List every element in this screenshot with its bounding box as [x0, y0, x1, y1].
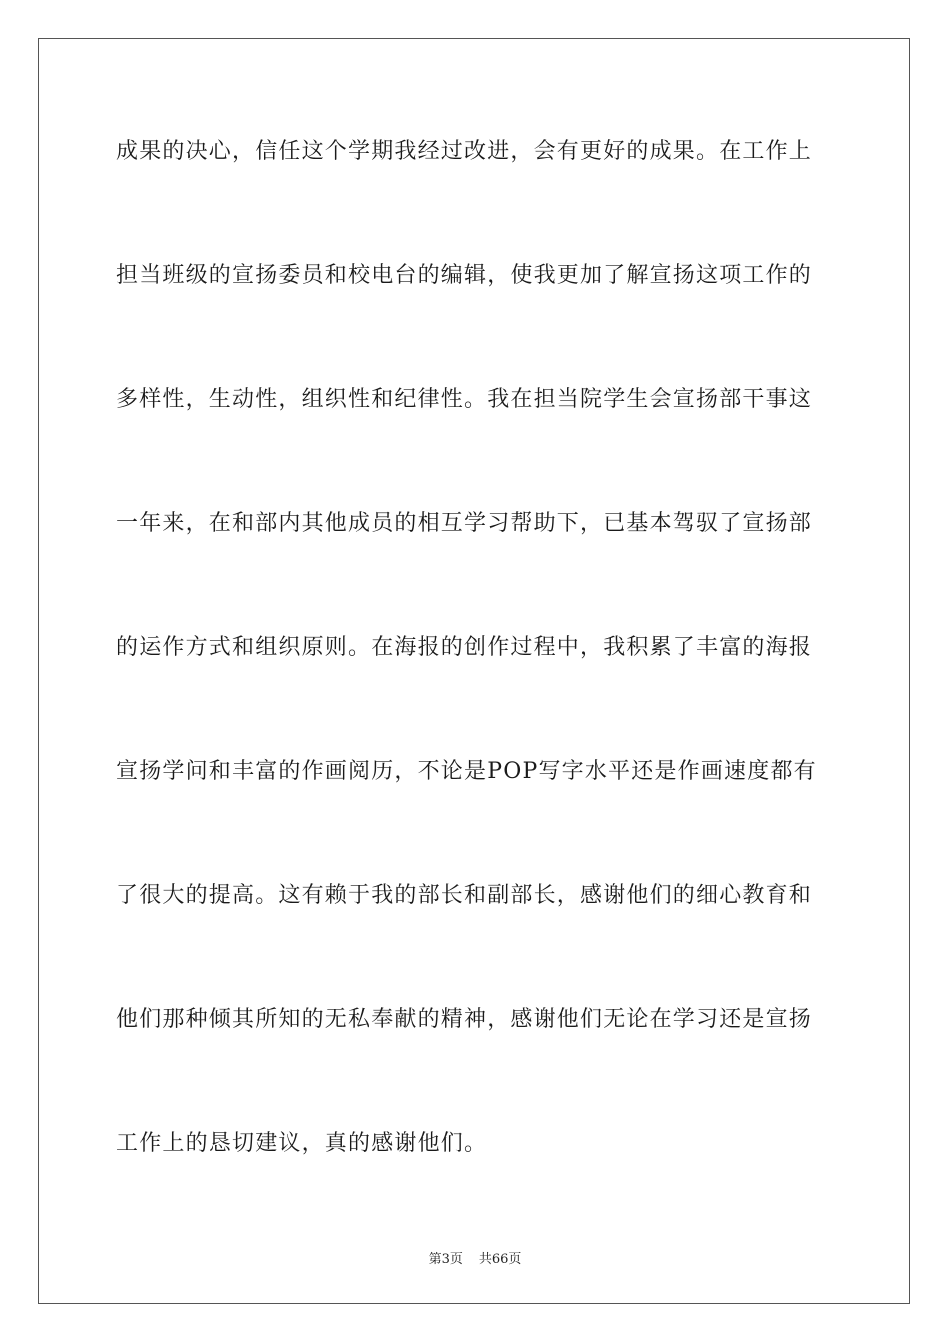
body-line-8: 他们那种倾其所知的无私奉献的精神，感谢他们无论在学习还是宣扬 [116, 1007, 813, 1032]
page-footer [0, 1248, 950, 1267]
body-line-9: 工作上的恳切建议，真的感谢他们。 [116, 1131, 488, 1156]
total-pages: 共66页 [478, 1252, 522, 1267]
body-line-4: 一年来，在和部内其他成员的相互学习帮助下，已基本驾驭了宣扬部 [116, 511, 813, 536]
body-line-3: 多样性，生动性，组织性和纪律性。我在担当院学生会宣扬部干事这 [116, 387, 813, 412]
body-line-5: 的运作方式和组织原则。在海报的创作过程中，我积累了丰富的海报 [116, 635, 813, 660]
body-line-7: 了很大的提高。这有赖于我的部长和副部长，感谢他们的细心教育和 [116, 883, 813, 908]
document-body [116, 130, 836, 1246]
body-line-1: 成果的决心，信任这个学期我经过改进，会有更好的成果。在工作上 [116, 139, 813, 164]
page-number: 第3页 [428, 1252, 463, 1267]
body-line-6: 宣扬学问和丰富的作画阅历，不论是POP写字水平还是作画速度都有 [116, 759, 817, 784]
body-line-2: 担当班级的宣扬委员和校电台的编辑，使我更加了解宣扬这项工作的 [116, 263, 813, 288]
